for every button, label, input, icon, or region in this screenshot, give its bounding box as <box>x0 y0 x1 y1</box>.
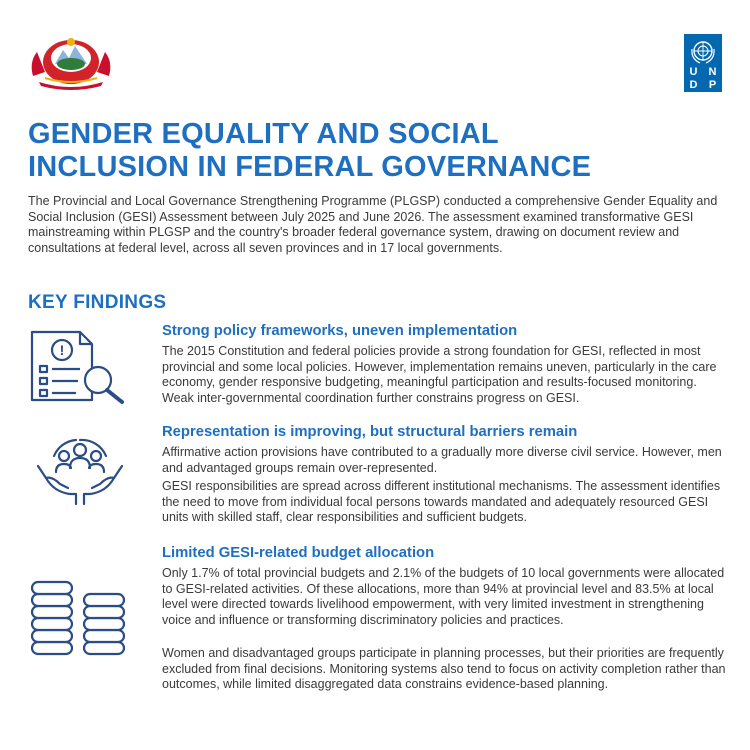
page-title <box>28 118 728 184</box>
hands-holding-people-icon <box>30 436 130 508</box>
finding-title-budget: Limited GESI-related budget allocation <box>162 545 435 561</box>
undp-letter-d: D <box>689 79 698 91</box>
key-findings-heading: KEY FINDINGS <box>28 292 167 313</box>
finding-paragraph-policy: The 2015 Constitution and federal policies provide a strong foundation for GESI, reflected in most provincial and some local policies. However, implementation remains uneven, particularly in the care economy, gender responsive budgeting, meaningful participation and results-focused monitoring. Weak inter-governmental coordination further constrains progress on GESI. <box>162 344 717 405</box>
finding-paragraph-budget-2: Women and disadvantaged groups participate in planning processes, but their priorities are frequently excluded from final decisions. Monitoring systems also tend to focus on activity completion rather than outcomes, while limited disaggregated data constrains evidence-based planning. <box>162 646 726 692</box>
undp-logo <box>684 34 722 92</box>
finding-title-representation: Representation is improving, but structural barriers remain <box>162 424 578 440</box>
finding-paragraph-representation-1: Affirmative action provisions have contributed to a gradually more diverse civil service. However, men and advantaged groups remain over-represented. <box>162 445 722 475</box>
svg-text:!: ! <box>59 342 65 358</box>
nepal-emblem-logo <box>25 32 117 90</box>
document-magnifier-icon <box>22 326 130 406</box>
finding-title-policy: Strong policy frameworks, uneven implementation <box>162 323 518 339</box>
finding-paragraph-budget-1: Only 1.7% of total provincial budgets and 2.1% of the budgets of 10 local governments were allocated to GESI-related activities. Of these allocations, more than 94% at provincial level and 83.5% at local level were directed towards livelihood empowerment, with very limited investment in strengthening voice and influence or transforming discriminatory policies and practices. <box>162 566 725 627</box>
page-title-line-1: GENDER EQUALITY AND SOCIAL <box>28 118 499 150</box>
intro-paragraph: The Provincial and Local Governance Strengthening Programme (PLGSP) conducted a comprehensive Gender Equality and Social Inclusion (GESI) Assessment between July 2025 and June 2026. The assessment examined transformative GESI mainstreaming within PLGSP and the country's broader federal governance system, drawing on document review and consultations at federal level, across all seven provinces and in 17 local governments. <box>28 194 718 255</box>
page-title-line-2: INCLUSION IN FEDERAL GOVERNANCE <box>28 151 592 183</box>
finding-paragraph-representation-2: GESI responsibilities are spread across different institutional mechanisms. The assessment identifies the need to move from individual focal persons towards mandated and adequately resourced GESI units with skilled staff, clear responsibilities and sufficient budgets. <box>162 479 721 525</box>
un-globe-icon <box>688 37 718 65</box>
undp-letter-n: N <box>708 66 717 78</box>
coin-stacks-icon <box>28 578 132 660</box>
undp-letter-p: P <box>708 79 717 91</box>
undp-letter-u: U <box>689 66 698 78</box>
